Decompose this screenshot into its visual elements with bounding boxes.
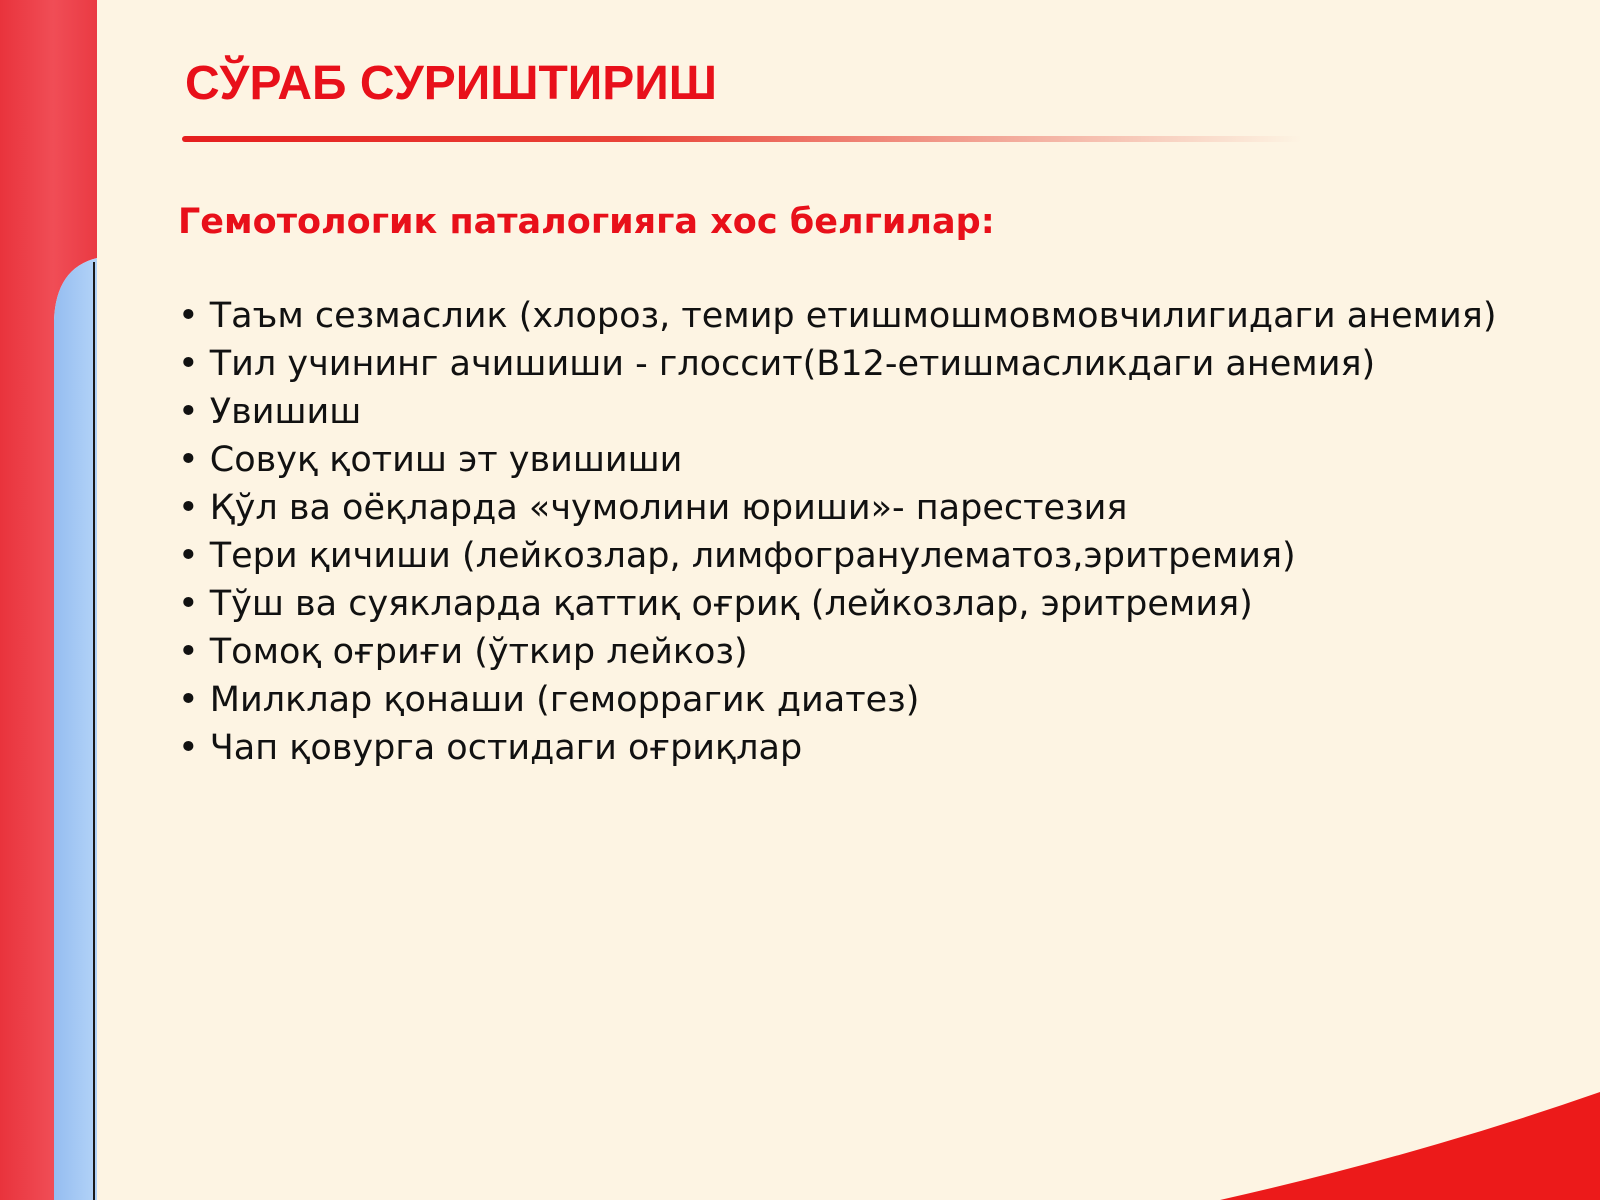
bottom-right-swoosh [1220, 1092, 1600, 1200]
content-area [178, 196, 1578, 772]
title-underline [182, 136, 1302, 142]
list-item: • Совуқ қотиш эт увишиши [178, 440, 683, 480]
list-item: • Увишиш [178, 392, 362, 432]
list-item: • Тил учининг ачишиши - глоссит(В12-етишмасликдаги анемия) [178, 344, 1376, 384]
list-item: • Чап қовурга остидаги оғриқлар [178, 728, 803, 768]
list-item: • Таъм сезмаслик (хлороз, темир етишмошмовмовчилигидаги анемия) [178, 296, 1497, 336]
list-item: • Тери қичиши (лейкозлар, лимфогранулематоз,эритремия) [178, 536, 1296, 576]
list-item: • Милклар қонаши (геморрагик диатез) [178, 680, 920, 720]
list-item: • Тўш ва суякларда қаттиқ оғриқ (лейкозлар, эритремия) [178, 584, 1253, 624]
list-item: • Томоқ оғриғи (ўткир лейкоз) [178, 632, 748, 672]
symptom-list [178, 292, 1578, 772]
list-item: • Қўл ва оёқларда «чумолини юриши»- парестезия [178, 488, 1128, 528]
section-heading: Гемотологик паталогияга хос белгилар: [178, 202, 995, 242]
left-blue-band [54, 258, 97, 1200]
slide-title: СЎРАБ СУРИШТИРИШ [185, 57, 718, 110]
